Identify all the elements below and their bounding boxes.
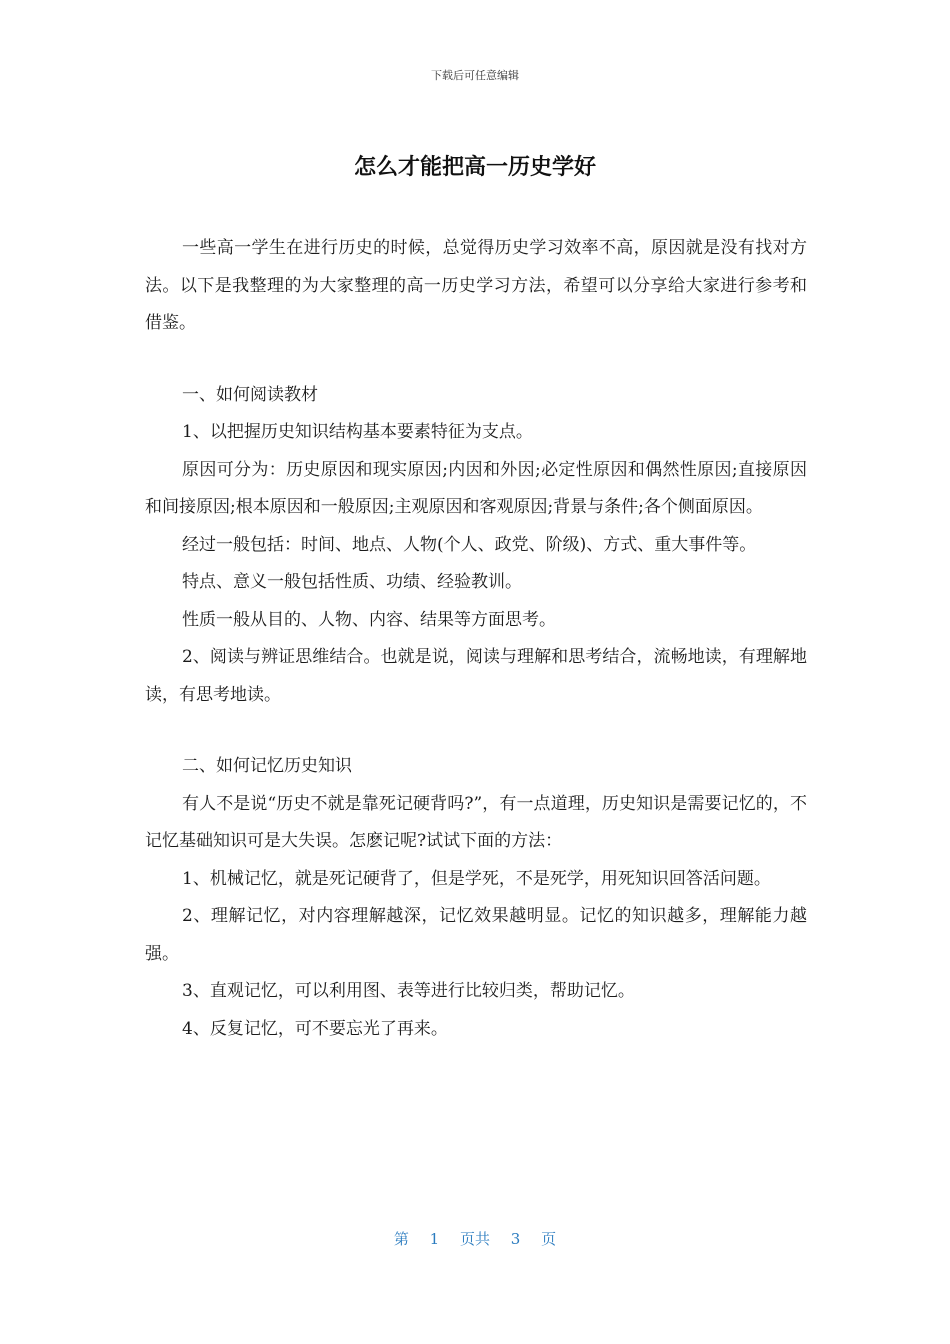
section-2-paragraph: 有人不是说“历史不就是靠死记硬背吗?”，有一点道理，历史知识是需要记忆的，不记忆基础知识可是大失误。怎麽记呢?试试下面的方法： — [145, 793, 807, 851]
document-title: 怎么才能把高一历史学好 — [353, 155, 596, 180]
document-body — [145, 230, 807, 1048]
section-1-paragraph: 原因可分为：历史原因和现实原因;内因和外因;必定性原因和偶然性原因;直接原因和间接原因;根本原因和一般原因;主观原因和客观原因;背景与条件;各个侧面原因。 — [145, 459, 807, 517]
footer-current-page: 1 — [429, 1230, 440, 1248]
footer-middle: 页共 — [459, 1230, 490, 1248]
page-footer — [0, 1228, 950, 1249]
section-2-paragraph: 1、机械记忆，就是死记硬背了，但是学死，不是死学，用死知识回答活问题。 — [182, 868, 771, 889]
section-gap — [145, 343, 807, 377]
section-2-paragraph: 4、反复记忆，可不要忘光了再来。 — [182, 1018, 448, 1039]
header-note: 下载后可任意编辑 — [431, 69, 519, 82]
section-1-paragraph: 1、以把握历史知识结构基本要素特征为支点。 — [182, 422, 533, 442]
section-1-paragraph: 性质一般从目的、人物、内容、结果等方面思考。 — [182, 609, 556, 630]
section-1-paragraph: 特点、意义一般包括性质、功绩、经验教训。 — [182, 572, 522, 592]
footer-prefix: 第 — [393, 1230, 409, 1248]
section-2-paragraph: 3、直观记忆，可以利用图、表等进行比较归类，帮助记忆。 — [182, 981, 635, 1001]
section-1-heading: 一、如何阅读教材 — [182, 384, 318, 405]
section-1-paragraph: 经过一般包括：时间、地点、人物(个人、政党、阶级)、方式、重大事件等。 — [182, 534, 757, 555]
section-1-paragraph: 2、阅读与辨证思维结合。也就是说，阅读与理解和思考结合，流畅地读，有理解地读，有思考地读。 — [145, 647, 807, 705]
section-2-heading: 二、如何记忆历史知识 — [182, 756, 352, 776]
section-gap — [145, 714, 807, 748]
footer-suffix: 页 — [541, 1230, 557, 1248]
section-2-paragraph: 2、理解记忆，对内容理解越深，记忆效果越明显。记忆的知识越多，理解能力越强。 — [145, 906, 807, 964]
intro-paragraph: 一些高一学生在进行历史的时候，总觉得历史学习效率不高，原因就是没有找对方法。以下是我整理的为大家整理的高一历史学习方法，希望可以分享给大家进行参考和借鉴。 — [145, 238, 807, 333]
footer-total-pages: 3 — [510, 1230, 521, 1248]
